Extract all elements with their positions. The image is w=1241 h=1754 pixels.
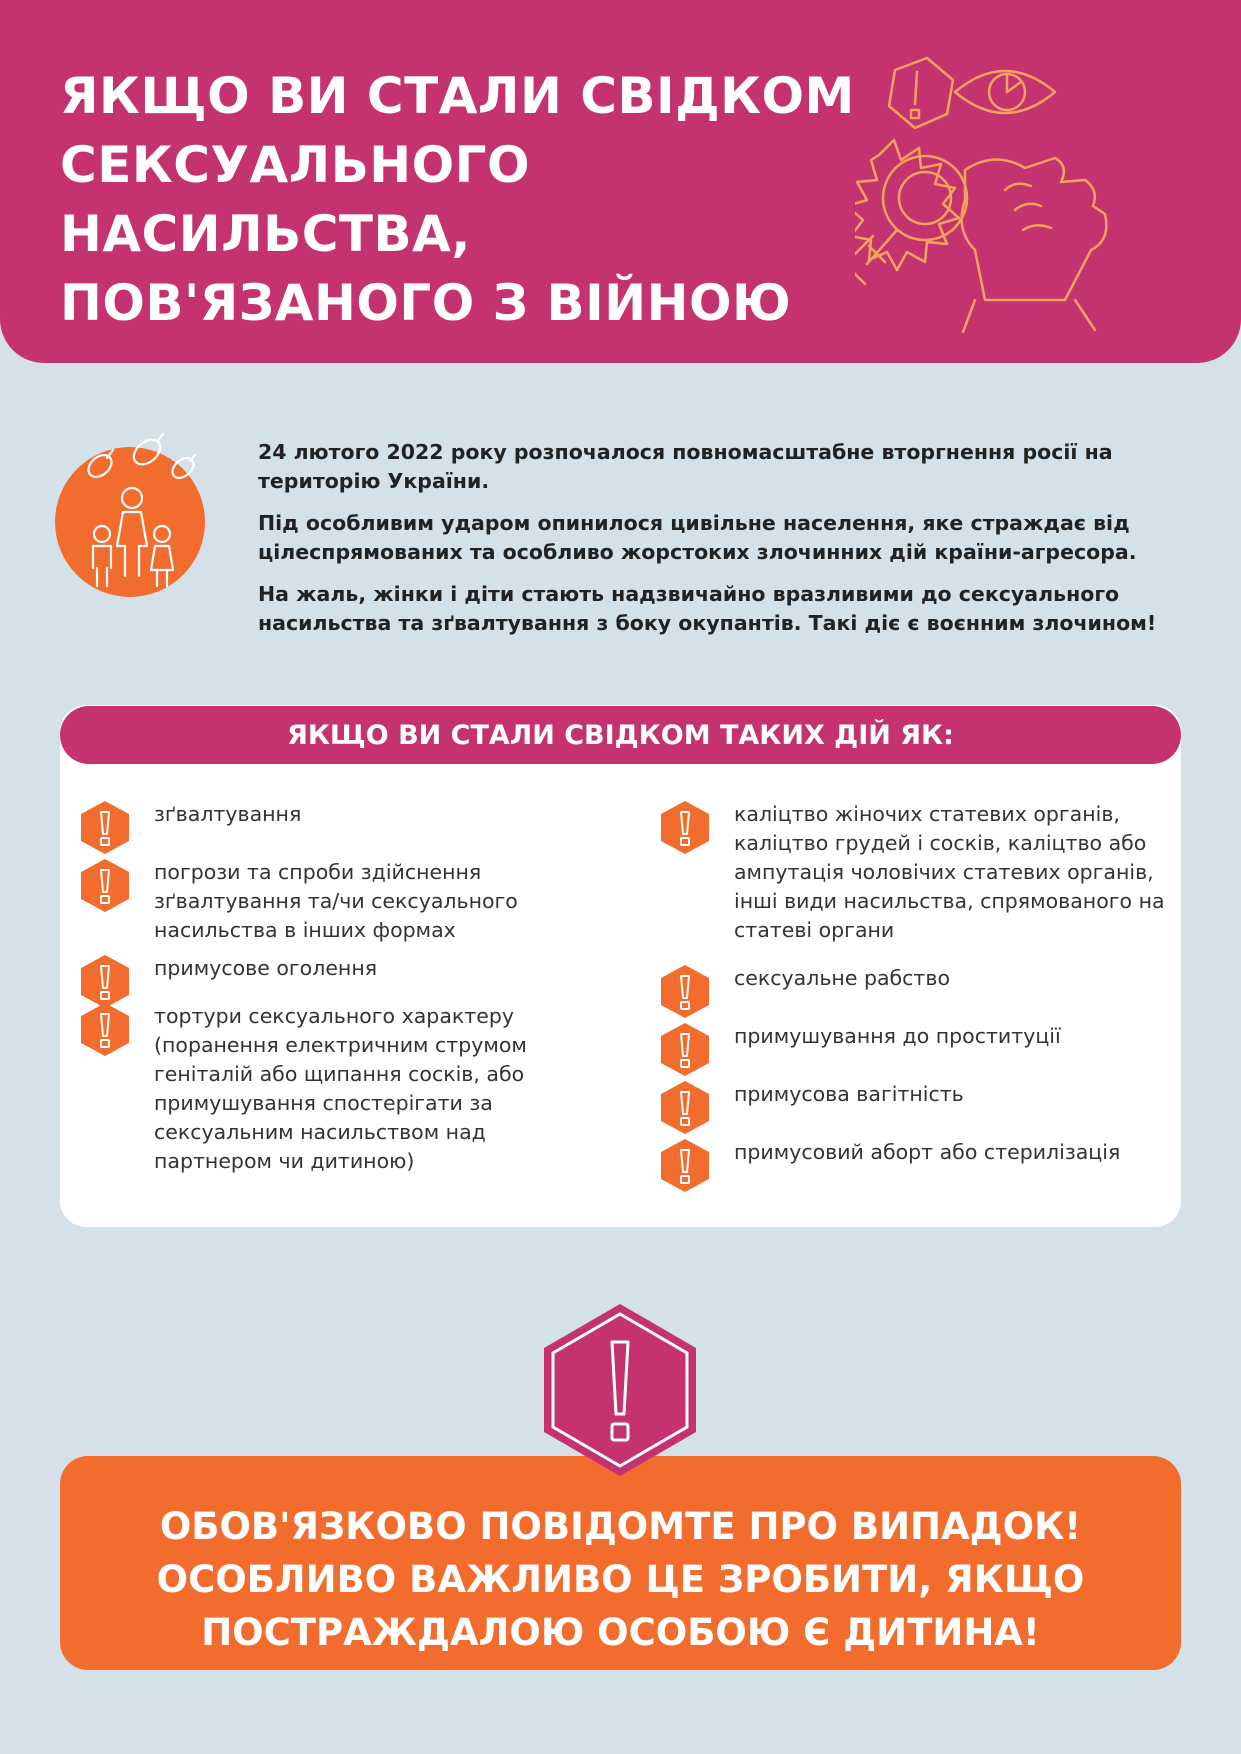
act-item-line: погрози та спроби здійснення (154, 860, 482, 884)
big-hexagon-exclamation-icon (542, 1302, 698, 1478)
act-item-line: каліцтво грудей і сосків, каліцтво або (734, 831, 1147, 855)
callout-line: ОБОВ'ЯЗКОВО ПОВІДОМТЕ ПРО ВИПАДОК! (159, 1505, 1082, 1548)
act-item (80, 858, 518, 945)
act-item-line: статеві органи (734, 918, 895, 942)
act-item-line: ампутація чоловічих статевих органів, (734, 860, 1154, 884)
intro-text (258, 438, 1158, 651)
intro-paragraph (258, 580, 1158, 638)
act-item-text (154, 800, 301, 829)
intro-line: На жаль, жінки і діти стають надзвичайно вразливими до сексуального (258, 582, 1120, 606)
act-item (80, 1002, 527, 1176)
hexagon-exclamation-icon (660, 964, 710, 1019)
act-item-line: каліцтво жіночих статевих органів, (734, 802, 1120, 826)
page-title (60, 62, 855, 338)
act-item-line: насильства в інших формах (154, 918, 456, 942)
act-item-text (734, 1022, 1061, 1051)
act-item-line: зґвалтування (154, 802, 302, 826)
act-item-line: інші види насильства, спрямованого на (734, 889, 1165, 913)
act-item-line: примусовий аборт або стерилізація (734, 1140, 1121, 1164)
act-item-line: примушування до проституції (734, 1024, 1061, 1048)
hexagon-exclamation-icon (80, 1002, 130, 1057)
title-line: ЯКЩО ВИ СТАЛИ СВІДКОМ (60, 67, 855, 125)
header-banner (0, 0, 1241, 363)
act-item (80, 800, 301, 855)
act-item-line: партнером чи дитиною) (154, 1149, 415, 1173)
act-item-line: сексуальним насильством над (154, 1120, 486, 1144)
act-item-line: геніталій або щипання сосків, або (154, 1062, 525, 1086)
act-item-line: зґвалтування та/чи сексуального (154, 889, 518, 913)
hexagon-exclamation-icon (80, 858, 130, 913)
hexagon-exclamation-icon (80, 954, 130, 1009)
report-callout-text (60, 1500, 1181, 1659)
act-item (660, 1022, 1061, 1077)
act-item-line: сексуальне рабство (734, 966, 951, 990)
act-item-line: примушування спостерігати за (154, 1091, 493, 1115)
hexagon-exclamation-icon (660, 1022, 710, 1077)
act-item (660, 1080, 964, 1135)
intro-paragraph (258, 509, 1158, 567)
hexagon-exclamation-icon (80, 800, 130, 855)
acts-heading: ЯКЩО ВИ СТАЛИ СВІДКОМ ТАКИХ ДІЙ ЯК: (60, 706, 1181, 764)
act-item-line: тортури сексуального характеру (154, 1004, 514, 1028)
callout-line: ПОСТРАЖДАЛОЮ ОСОБОЮ Є ДИТИНА! (201, 1611, 1040, 1654)
title-line: НАСИЛЬСТВА, (60, 205, 471, 263)
act-item (80, 954, 377, 1009)
act-item (660, 1138, 1120, 1193)
intro-line: цілеспрямованих та особливо жорстоких злочинних дій країни-агресора. (258, 540, 1137, 564)
act-item-text (154, 954, 377, 983)
act-item-text (154, 858, 518, 945)
act-item (660, 964, 950, 1019)
act-item (660, 800, 1165, 945)
intro-line: Під особливим ударом опинилося цивільне населення, яке страждає від (258, 511, 1130, 535)
intro-paragraph (258, 438, 1158, 496)
act-item-text (734, 1080, 964, 1109)
hexagon-exclamation-icon (660, 1138, 710, 1193)
hexagon-exclamation-icon (660, 800, 710, 855)
act-item-line: (поранення електричним струмом (154, 1033, 527, 1057)
act-item-text (734, 800, 1165, 945)
hexagon-exclamation-icon (660, 1080, 710, 1135)
act-item-line: примусове оголення (154, 956, 378, 980)
intro-line: 24 лютого 2022 року розпочалося повномасштабне вторгнення росії на (258, 440, 1113, 464)
title-line: ПОВ'ЯЗАНОГО З ВІЙНОЮ (60, 274, 792, 332)
act-item-text (154, 1002, 527, 1176)
title-line: СЕКСУАЛЬНОГО (60, 136, 531, 194)
family-under-bombs-icon (55, 428, 205, 608)
callout-line: ОСОБЛИВО ВАЖЛИВО ЦЕ ЗРОБИТИ, ЯКЩО (156, 1558, 1085, 1601)
warning-eye-gender-fist-icon (855, 50, 1185, 340)
act-item-text (734, 1138, 1120, 1167)
intro-line: насильства та зґвалтування з боку окупантів. Такі діє є воєнним злочином! (258, 611, 1157, 635)
intro-line: територію України. (258, 469, 490, 493)
act-item-text (734, 964, 950, 993)
act-item-line: примусова вагітність (734, 1082, 964, 1106)
